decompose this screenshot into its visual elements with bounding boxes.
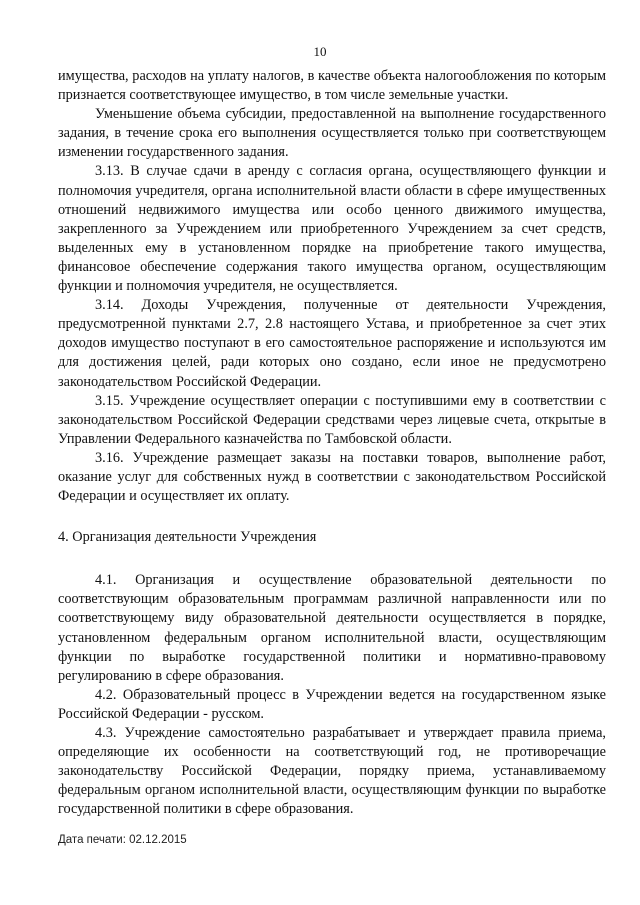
paragraph-4-3: 4.3. Учреждение самостоятельно разрабатывает и утверждает правила приема, определяющие их особенности на соответствующий год, не противоречащие законодательству Российской Федерации, порядку приема, устанавливаемому федеральным органом исполнительной власти, осуществляющим функции по выработке государственной политики в сфере образования. [58, 725, 606, 818]
page-number: 10 [313, 44, 327, 59]
paragraph-4-2: 4.2. Образовательный процесс в Учреждении ведется на государственном языке Российской Федерации - русском. [58, 686, 606, 722]
paragraph-3-16: 3.16. Учреждение размещает заказы на поставки товаров, выполнение работ, оказание услуг для собственных нужд в соответствии с законодательством Российской Федерации и осуществляет их оплату. [58, 449, 606, 505]
section-heading: 4. Организация деятельности Учреждения [58, 529, 317, 546]
paragraph-3-14: 3.14. Доходы Учреждения, полученные от деятельности Учреждения, предусмотренной пунктами 2.7, 2.8 настоящего Устава, и приобретенное за счет этих доходов имущество поступают в его самостоятельное распоряжение и используются им для достижения целей, ради которых оно создано, если иное не предусмотрено законодательством Российской Федерации. [58, 297, 606, 390]
paragraph-continuation: имущества, расходов на уплату налогов, в качестве объекта налогообложения по которым признается соответствующее имущество, в том числе земельные участки. [58, 68, 606, 104]
paragraph-3-15: 3.15. Учреждение осуществляет операции с поступившими ему в соответствии с законодательством Российской Федерации средствами через лицевые счета, открытые в Управлении Федерального казначейства по Тамбовской области. [58, 392, 606, 447]
print-date: Дата печати: 02.12.2015 [58, 834, 187, 846]
paragraph-subsidy-reduction: Уменьшение объема субсидии, предоставленной на выполнение государственного задания, в течение срока его выполнения осуществляется только при соответствующем изменении государственного задания. [58, 106, 606, 161]
paragraph-3-13: 3.13. В случае сдачи в аренду с согласия органа, осуществляющего функции и полномочия учредителя, органа исполнительной власти области в сфере имущественных отношений недвижимого имущества или особо ценного движимого имущества, закрепленного за Учреждением или приобретенного Учреждением за счет средств, выделенных ему в установленном порядке на приобретение такого имущества, финансовое обеспечение содержания такого имущества органом, осуществляющим функции и полномочия учредителя, не осуществляется. [58, 163, 606, 295]
paragraph-4-1: 4.1. Организация и осуществление образовательной деятельности по соответствующим образовательным программам различной направленности или по соответствующему виду образовательной деятельности осуществляется в порядке, установленном федеральным органом исполнительной власти, осуществляющим функции по выработке государственной политики и нормативно-правовому регулированию в сфере образования. [58, 572, 606, 684]
document-body [58, 67, 606, 819]
